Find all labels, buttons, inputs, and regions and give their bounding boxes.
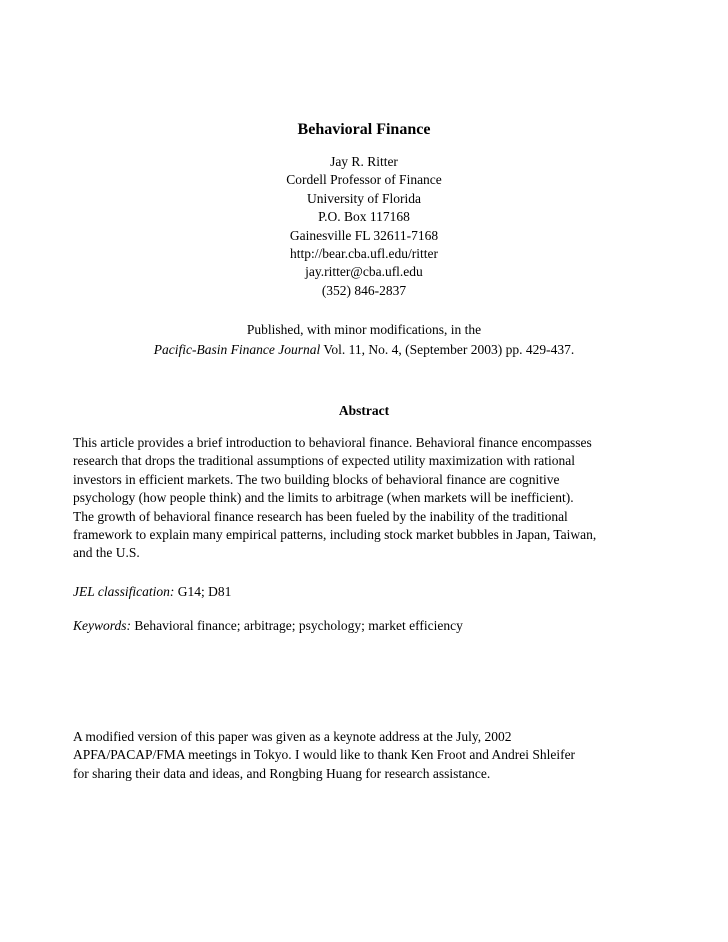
author-name: Jay R. Ritter	[330, 154, 398, 169]
author-email: jay.ritter@cba.ufl.edu	[305, 264, 423, 280]
abstract-line: framework to explain many empirical patterns, including stock market bubbles in Japan, Taiwan,	[73, 527, 597, 543]
acknowledgement-line: A modified version of this paper was given as a keynote address at the July, 2002	[73, 729, 512, 744]
keywords-label: Keywords:	[73, 618, 131, 633]
keywords	[73, 617, 663, 635]
abstract-line: This article provides a brief introduction to behavioral finance. Behavioral finance encompasses	[73, 435, 592, 450]
author-block	[0, 153, 728, 300]
abstract-line: investors in efficient markets. The two building blocks of behavioral finance are cognitive	[73, 471, 560, 487]
acknowledgement-line: for sharing their data and ideas, and Rongbing Huang for research assistance.	[73, 765, 491, 781]
author-city: Gainesville FL 32611-7168	[289, 227, 439, 243]
abstract-line: and the U.S.	[73, 545, 140, 561]
author-position: Cordell Professor of Finance	[286, 172, 442, 188]
publication-line2	[0, 340, 728, 360]
jel-label: JEL classification:	[73, 584, 175, 599]
acknowledgement-line: APFA/PACAP/FMA meetings in Tokyo. I would like to thank Ken Froot and Andrei Shleifer	[73, 747, 576, 763]
abstract-line: psychology (how people think) and the limits to arbitrage (when markets will be inefficient).	[73, 490, 574, 506]
acknowledgement-note	[73, 728, 663, 783]
publication-line1: Published, with minor modifications, in the	[246, 322, 482, 337]
author-url: http://bear.cba.ufl.edu/ritter	[289, 246, 439, 262]
abstract-line: research that drops the traditional assumptions of expected utility maximization with rational	[73, 453, 575, 469]
jel-value: G14; D81	[174, 584, 232, 599]
keywords-value: Behavioral finance; arbitrage; psychology; market efficiency	[131, 618, 463, 633]
author-institution: University of Florida	[307, 190, 421, 206]
paper-title: Behavioral Finance	[297, 121, 431, 138]
publication-note	[0, 320, 728, 360]
publication-details: Vol. 11, No. 4, (September 2003) pp. 429-437.	[320, 342, 575, 357]
jel-classification	[73, 583, 663, 601]
author-po-box: P.O. Box 117168	[318, 209, 410, 225]
author-phone: (352) 846-2837	[321, 282, 407, 298]
abstract-body	[73, 434, 663, 563]
journal-name: Pacific-Basin Finance Journal	[153, 342, 321, 357]
abstract-heading: Abstract	[338, 403, 390, 418]
abstract-line: The growth of behavioral finance research has been fueled by the inability of the traditional	[73, 508, 568, 524]
